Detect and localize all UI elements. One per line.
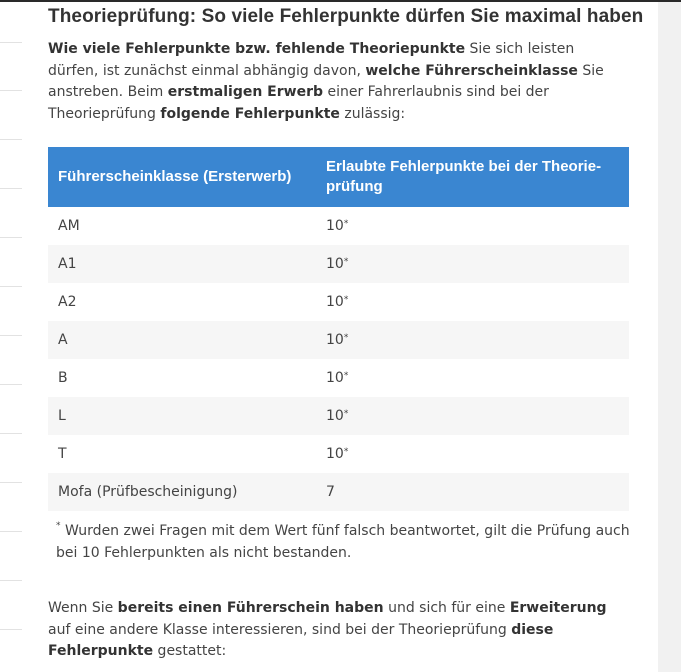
- outro-paragraph: [48, 598, 628, 663]
- intro-bold: erstmaligen Erwerb: [167, 84, 324, 100]
- outro-bold: Erweiterung: [509, 600, 607, 616]
- rail-divider: [0, 433, 22, 434]
- cell-klasse: B: [58, 370, 68, 386]
- outro-text: auf eine andere Klasse interessieren, sind bei der Theorieprüfung: [48, 621, 512, 638]
- punkte-value: 10: [326, 332, 344, 348]
- intro-text: Sie anstreben. Beim: [48, 62, 604, 100]
- rail-divider: [0, 580, 22, 581]
- cell-punkte: [316, 397, 629, 435]
- cell-punkte: [316, 321, 629, 359]
- intro-text: zulässig:: [339, 105, 406, 122]
- outro-text: und sich für eine: [383, 600, 510, 616]
- cell-klasse: L: [48, 397, 316, 435]
- fehlerpunkte-table: [48, 147, 629, 511]
- rail-divider: [0, 482, 22, 483]
- rail-divider: [0, 384, 22, 385]
- cell-klasse: T: [58, 446, 67, 462]
- rail-divider: [0, 629, 22, 630]
- table-row: [48, 359, 629, 397]
- intro-bold: folgende Fehlerpunkte: [160, 105, 340, 122]
- cell-punkte: [316, 283, 629, 321]
- punkte-value: 10: [326, 294, 344, 310]
- intro-text: Sie sich leisten dürfen, ist zunächst einmal abhängig davon,: [48, 41, 575, 79]
- table-row: [48, 245, 629, 283]
- table-row: [48, 397, 629, 435]
- footnote-asterisk: *: [56, 521, 61, 531]
- outro-bold: diese Fehlerpunkte: [48, 621, 554, 659]
- intro-text: einer Fahrerlaubnis sind bei der Theorieprüfung: [48, 84, 549, 122]
- column-header-klasse: Führerscheinklasse (Ersterwerb): [48, 147, 316, 207]
- cell-punkte: [316, 359, 629, 397]
- intro-bold: welche Führerscheinklasse: [365, 62, 578, 79]
- outro-text: gestattet:: [153, 643, 227, 659]
- cell-punkte: [316, 245, 629, 283]
- table-row: [48, 283, 629, 321]
- cell-klasse: A2: [58, 294, 77, 310]
- footnote-text: Wurden zwei Fragen mit dem Wert fünf falsch beantwortet, gilt die Prüfung auch bei 10 Fehlerpunkten als nicht bestanden.: [56, 523, 630, 561]
- footnote-mark: *: [343, 409, 349, 419]
- cell-punkte: [316, 473, 629, 511]
- table-row: [48, 473, 629, 511]
- rail-divider: [0, 286, 22, 287]
- punkte-value: 10: [326, 408, 344, 424]
- outro-text: Wenn Sie: [48, 600, 118, 616]
- punkte-value: 7: [326, 484, 335, 500]
- cell-punkte: [316, 207, 629, 245]
- table-footnote: [56, 520, 636, 564]
- footnote-mark: *: [343, 447, 349, 457]
- rail-divider: [0, 237, 22, 238]
- intro-bold: Wie viele Fehlerpunkte bzw. fehlende Theoriepunkte: [48, 41, 466, 57]
- column-header-fehlerpunkte: Erlaubte Fehlerpunkte bei der Theorieprüfung: [316, 147, 629, 207]
- footnote-mark: *: [343, 371, 349, 381]
- footnote-mark: *: [343, 257, 349, 267]
- cell-punkte: [316, 435, 629, 473]
- footnote-mark: *: [343, 219, 349, 229]
- rail-divider: [0, 188, 22, 189]
- cell-klasse: A1: [48, 245, 316, 283]
- table-row: [48, 321, 629, 359]
- table-header-row: [48, 147, 629, 207]
- rail-divider: [0, 531, 22, 532]
- punkte-value: 10: [326, 256, 344, 272]
- punkte-value: 10: [326, 446, 344, 462]
- cell-klasse: A: [48, 321, 316, 359]
- outro-bold: bereits einen Führerschein haben: [117, 600, 384, 616]
- footnote-mark: *: [343, 295, 349, 305]
- section-heading: Theorieprüfung: So viele Fehlerpunkte dürfen Sie maximal haben: [48, 6, 644, 27]
- left-sidebar-rail: [0, 2, 22, 672]
- rail-divider: [0, 90, 22, 91]
- page-gutter: [658, 2, 681, 672]
- footnote-mark: *: [343, 333, 349, 343]
- article-content: [22, 2, 658, 672]
- punkte-value: 10: [326, 218, 344, 234]
- rail-divider: [0, 42, 22, 43]
- table-row: [48, 207, 629, 245]
- rail-divider: [0, 335, 22, 336]
- intro-paragraph: [48, 39, 628, 125]
- table-row: [48, 435, 629, 473]
- cell-klasse: Mofa (Prüfbescheinigung): [48, 473, 316, 511]
- punkte-value: 10: [326, 370, 344, 386]
- rail-divider: [0, 139, 22, 140]
- cell-klasse: AM: [58, 218, 80, 234]
